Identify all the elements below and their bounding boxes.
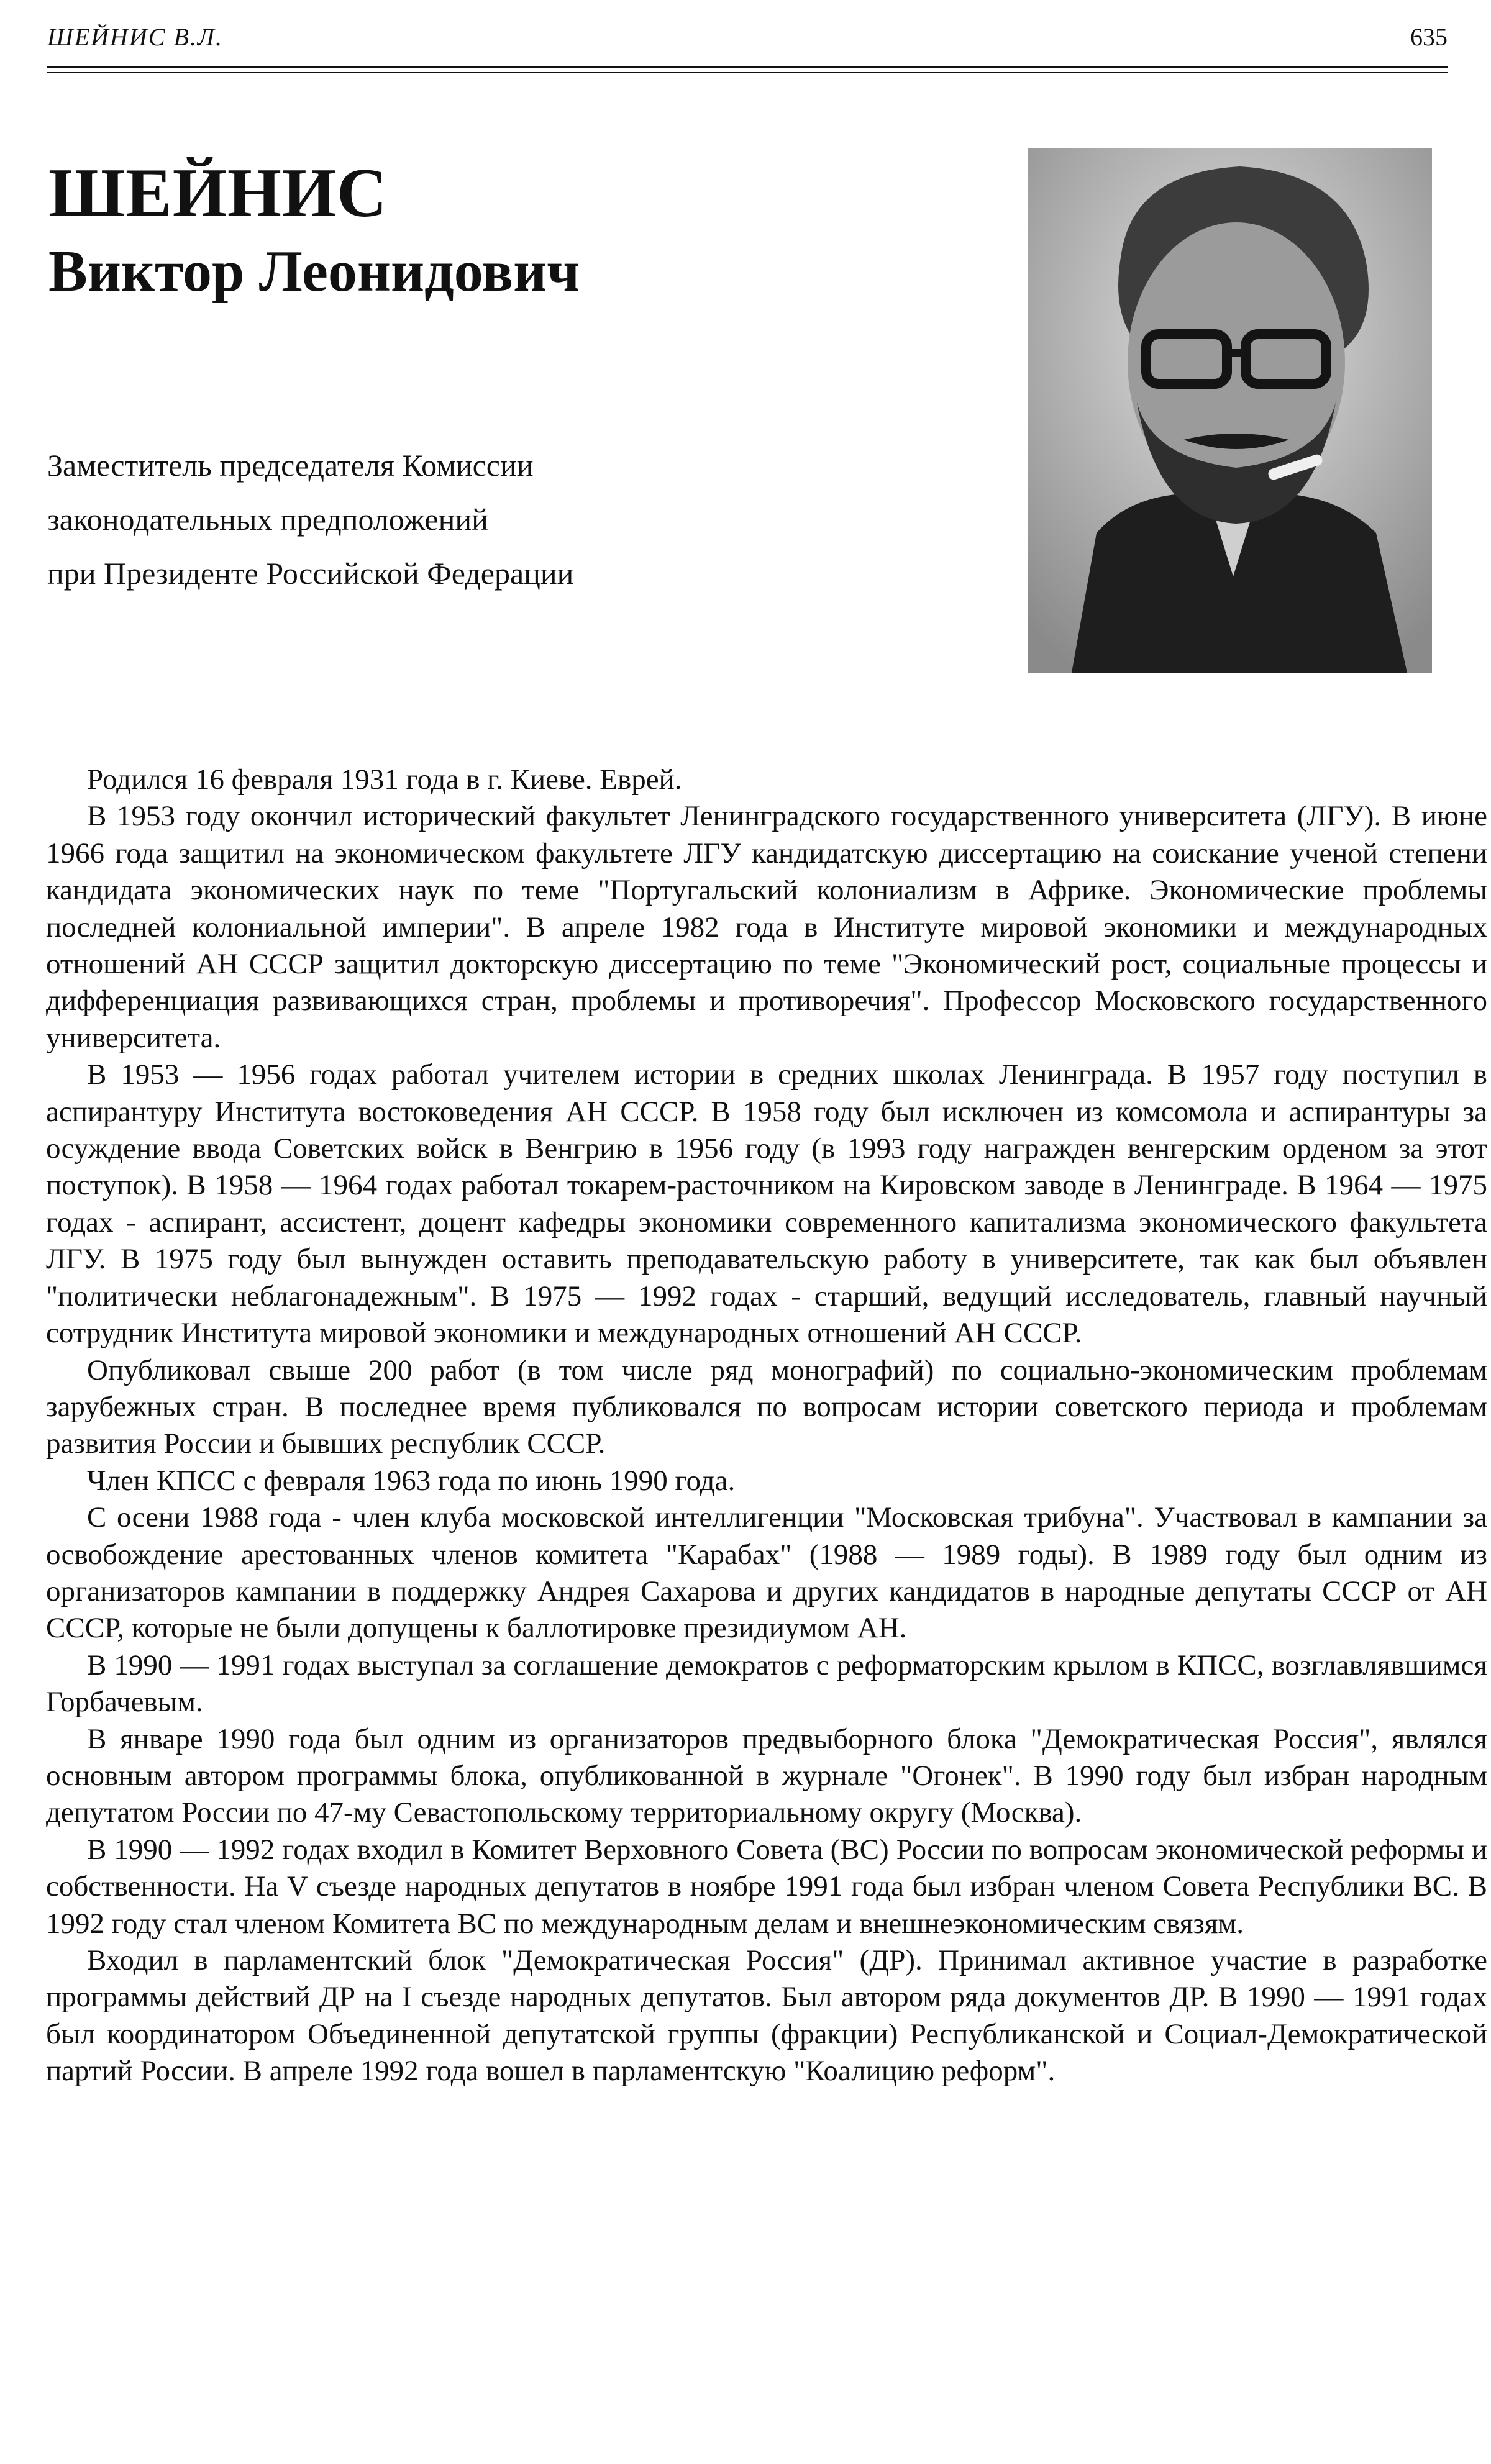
- header-rule-thin: [47, 72, 1448, 73]
- position-title: [47, 439, 979, 601]
- portrait-photo-icon: [1028, 148, 1432, 673]
- biography-text: [46, 761, 1487, 2090]
- running-head: ШЕЙНИС В.Л.: [47, 23, 224, 51]
- bio-paragraph: Родился 16 февраля 1931 года в г. Киеве. Еврей.: [87, 763, 682, 796]
- bio-paragraph: В 1953 — 1956 годах работал учителем истории в средних школах Ленинграда. В 1957 году поступил в аспирантуру Института востоковедения АН СССР. В 1958 году был исключен из комсомола и аспирантуры за осуждение ввода Советских войск в Венгрию в 1956 году (в 1993 году награжден венгерским орденом за этот поступок). В 1958 — 1964 годах работал токарем-расточником на Кировском заводе в Ленинграде. В 1964 — 1975 годах - аспирант, ассистент, доцент кафедры экономики современного капитализма экономического факультета ЛГУ. В 1975 году был вынужден оставить преподавательскую работу в университете, так как был объявлен "политически неблагонадежным". В 1975 — 1992 годах - старший, ведущий исследователь, главный научный сотрудник Института мировой экономики и международных отношений АН СССР.: [46, 1058, 1487, 1350]
- position-line: при Президенте Российской Федерации: [47, 556, 574, 591]
- person-last-name: ШЕЙНИС: [48, 155, 388, 232]
- header-rule-thick: [47, 66, 1448, 68]
- bio-paragraph: Опубликовал свыше 200 работ (в том числе ряд монографий) по социально-экономическим проблемам зарубежных стран. В последнее время публиковался по вопросам истории советского периода и проблемам развития России и бывших республик СССР.: [46, 1353, 1487, 1460]
- person-first-names: Виктор Леонидович: [48, 239, 580, 304]
- position-line: законодательных предположений: [47, 502, 488, 537]
- page-number: 635: [1410, 23, 1448, 51]
- bio-paragraph: Член КПСС с февраля 1963 года по июнь 1990 года.: [87, 1464, 736, 1497]
- bio-paragraph: В 1990 — 1991 годах выступал за соглашение демократов с реформаторским крылом в КПСС, возглавлявшимся Горбачевым.: [46, 1648, 1487, 1719]
- bio-paragraph: Входил в парламентский блок "Демократическая Россия" (ДР). Принимал активное участие в разработке программы действий ДР на I съезде народных депутатов. Был автором ряда документов ДР. В 1990 — 1991 годах был координатором Объединенной депутатской группы (фракции) Республиканской и Социал-Демократической партий России. В апреле 1992 года вошел в парламентскую "Коалицию реформ".: [46, 1944, 1487, 2088]
- bio-paragraph: В 1990 — 1992 годах входил в Комитет Верховного Совета (ВС) России по вопросам экономической реформы и собственности. На V съезде народных депутатов в ноябре 1991 года был избран членом Совета Республики ВС. В 1992 году стал членом Комитета ВС по международным делам и внешнеэкономическим связям.: [46, 1833, 1487, 1940]
- bio-paragraph: В 1953 году окончил исторический факультет Ленинградского государственного университета (ЛГУ). В июне 1966 года защитил на экономическом факультете ЛГУ кандидатскую диссертацию на соискание ученой степени кандидата экономических наук по теме "Португальский колониализм в Африке. Экономические проблемы последней колониальной империи". В апреле 1982 года в Институте мировой экономики и международных отношений АН СССР защитил докторскую диссертацию по теме "Экономический рост, социальные процессы и дифференциация развивающихся стран, проблемы и противоречия". Профессор Московского государственного университета.: [46, 800, 1487, 1054]
- position-line: Заместитель председателя Комиссии: [47, 448, 534, 483]
- portrait-photo: [1028, 148, 1432, 673]
- bio-paragraph: В январе 1990 года был одним из организаторов предвыборного блока "Демократическая Россия", являлся основным автором программы блока, опубликованной в журнале "Огонек". В 1990 году был избран народным депутатом России по 47-му Севастопольскому территориальному округу (Москва).: [46, 1722, 1487, 1829]
- bio-paragraph: С осени 1988 года - член клуба московской интеллигенции "Московская трибуна". Участвовал в кампании за освобождение арестованных членов комитета "Карабах" (1988 — 1989 годы). В 1989 году был одним из организаторов кампании в поддержку Андрея Сахарова и других кандидатов в народные депутаты СССР от АН СССР, которые не были допущены к баллотировке президиумом АН.: [46, 1501, 1487, 1645]
